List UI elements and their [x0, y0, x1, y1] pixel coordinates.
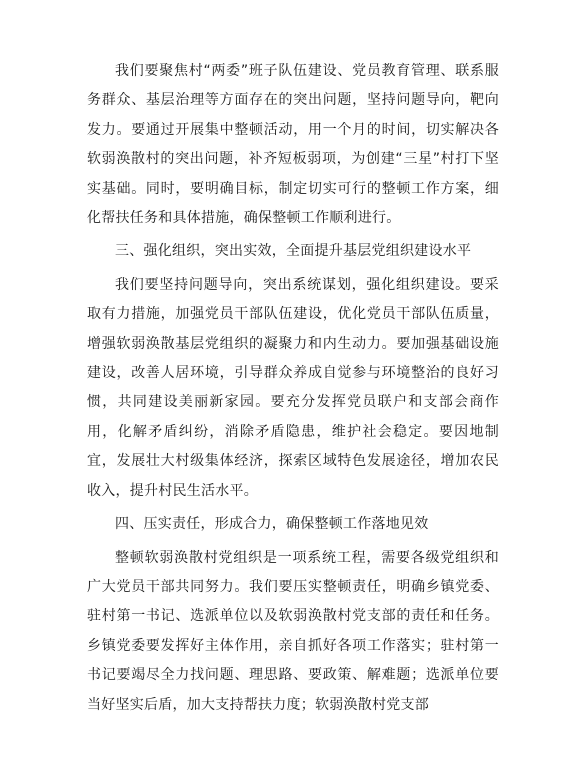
paragraph: 我们要聚焦村“两委”班子队伍建设、党员教育管理、联系服务群众、基层治理等方面存在的突出问题，坚持问题导向，靶向发力。要通过开展集中整顿活动，用一个月的时间，切实解决各软弱涣散村的突出问题，补齐短板弱项，为创建“三星”村打下坚实基础。同时，要明确目标，制定切实可行的整顿工作方案，细化帮扶任务和具体措施，确保整顿工作顺利进行。 — [87, 63, 499, 227]
section-heading: 四、压实责任，形成合力，确保整顿工作落地见效 — [115, 516, 429, 533]
document-body — [87, 57, 499, 720]
paragraph: 整顿软弱涣散村党组织是一项系统工程，需要各级党组织和广大党员干部共同努力。我们要压实整顿责任，明确乡镇党委、驻村第一书记、选派单位以及软弱涣散村党支部的责任和任务。乡镇党委要发挥好主体作用，亲自抓好各项工作落实；驻村第一书记要竭尽全力找问题、理思路、要政策、解难题；选派单位要当好坚实后盾，加大支持帮扶力度；软弱涣散村党支部 — [87, 549, 499, 713]
section-heading: 三、强化组织，突出实效，全面提升基层党组织建设水平 — [115, 243, 472, 260]
paragraph: 我们要坚持问题导向，突出系统谋划，强化组织建设。要采取有力措施，加强党员干部队伍建设，优化党员干部队伍质量，增强软弱涣散基层党组织的凝聚力和内生动力。要加强基础设施建设，改善人居环境，引导群众养成自觉参与环境整治的良好习惯，共同建设美丽新家园。要充分发挥党员联户和支部会商作用，化解矛盾纠纷，消除矛盾隐患，维护社会稳定。要因地制宜，发展壮大村级集体经济，探索区域特色发展途径，增加农民收入，提升村民生活水平。 — [87, 276, 499, 499]
